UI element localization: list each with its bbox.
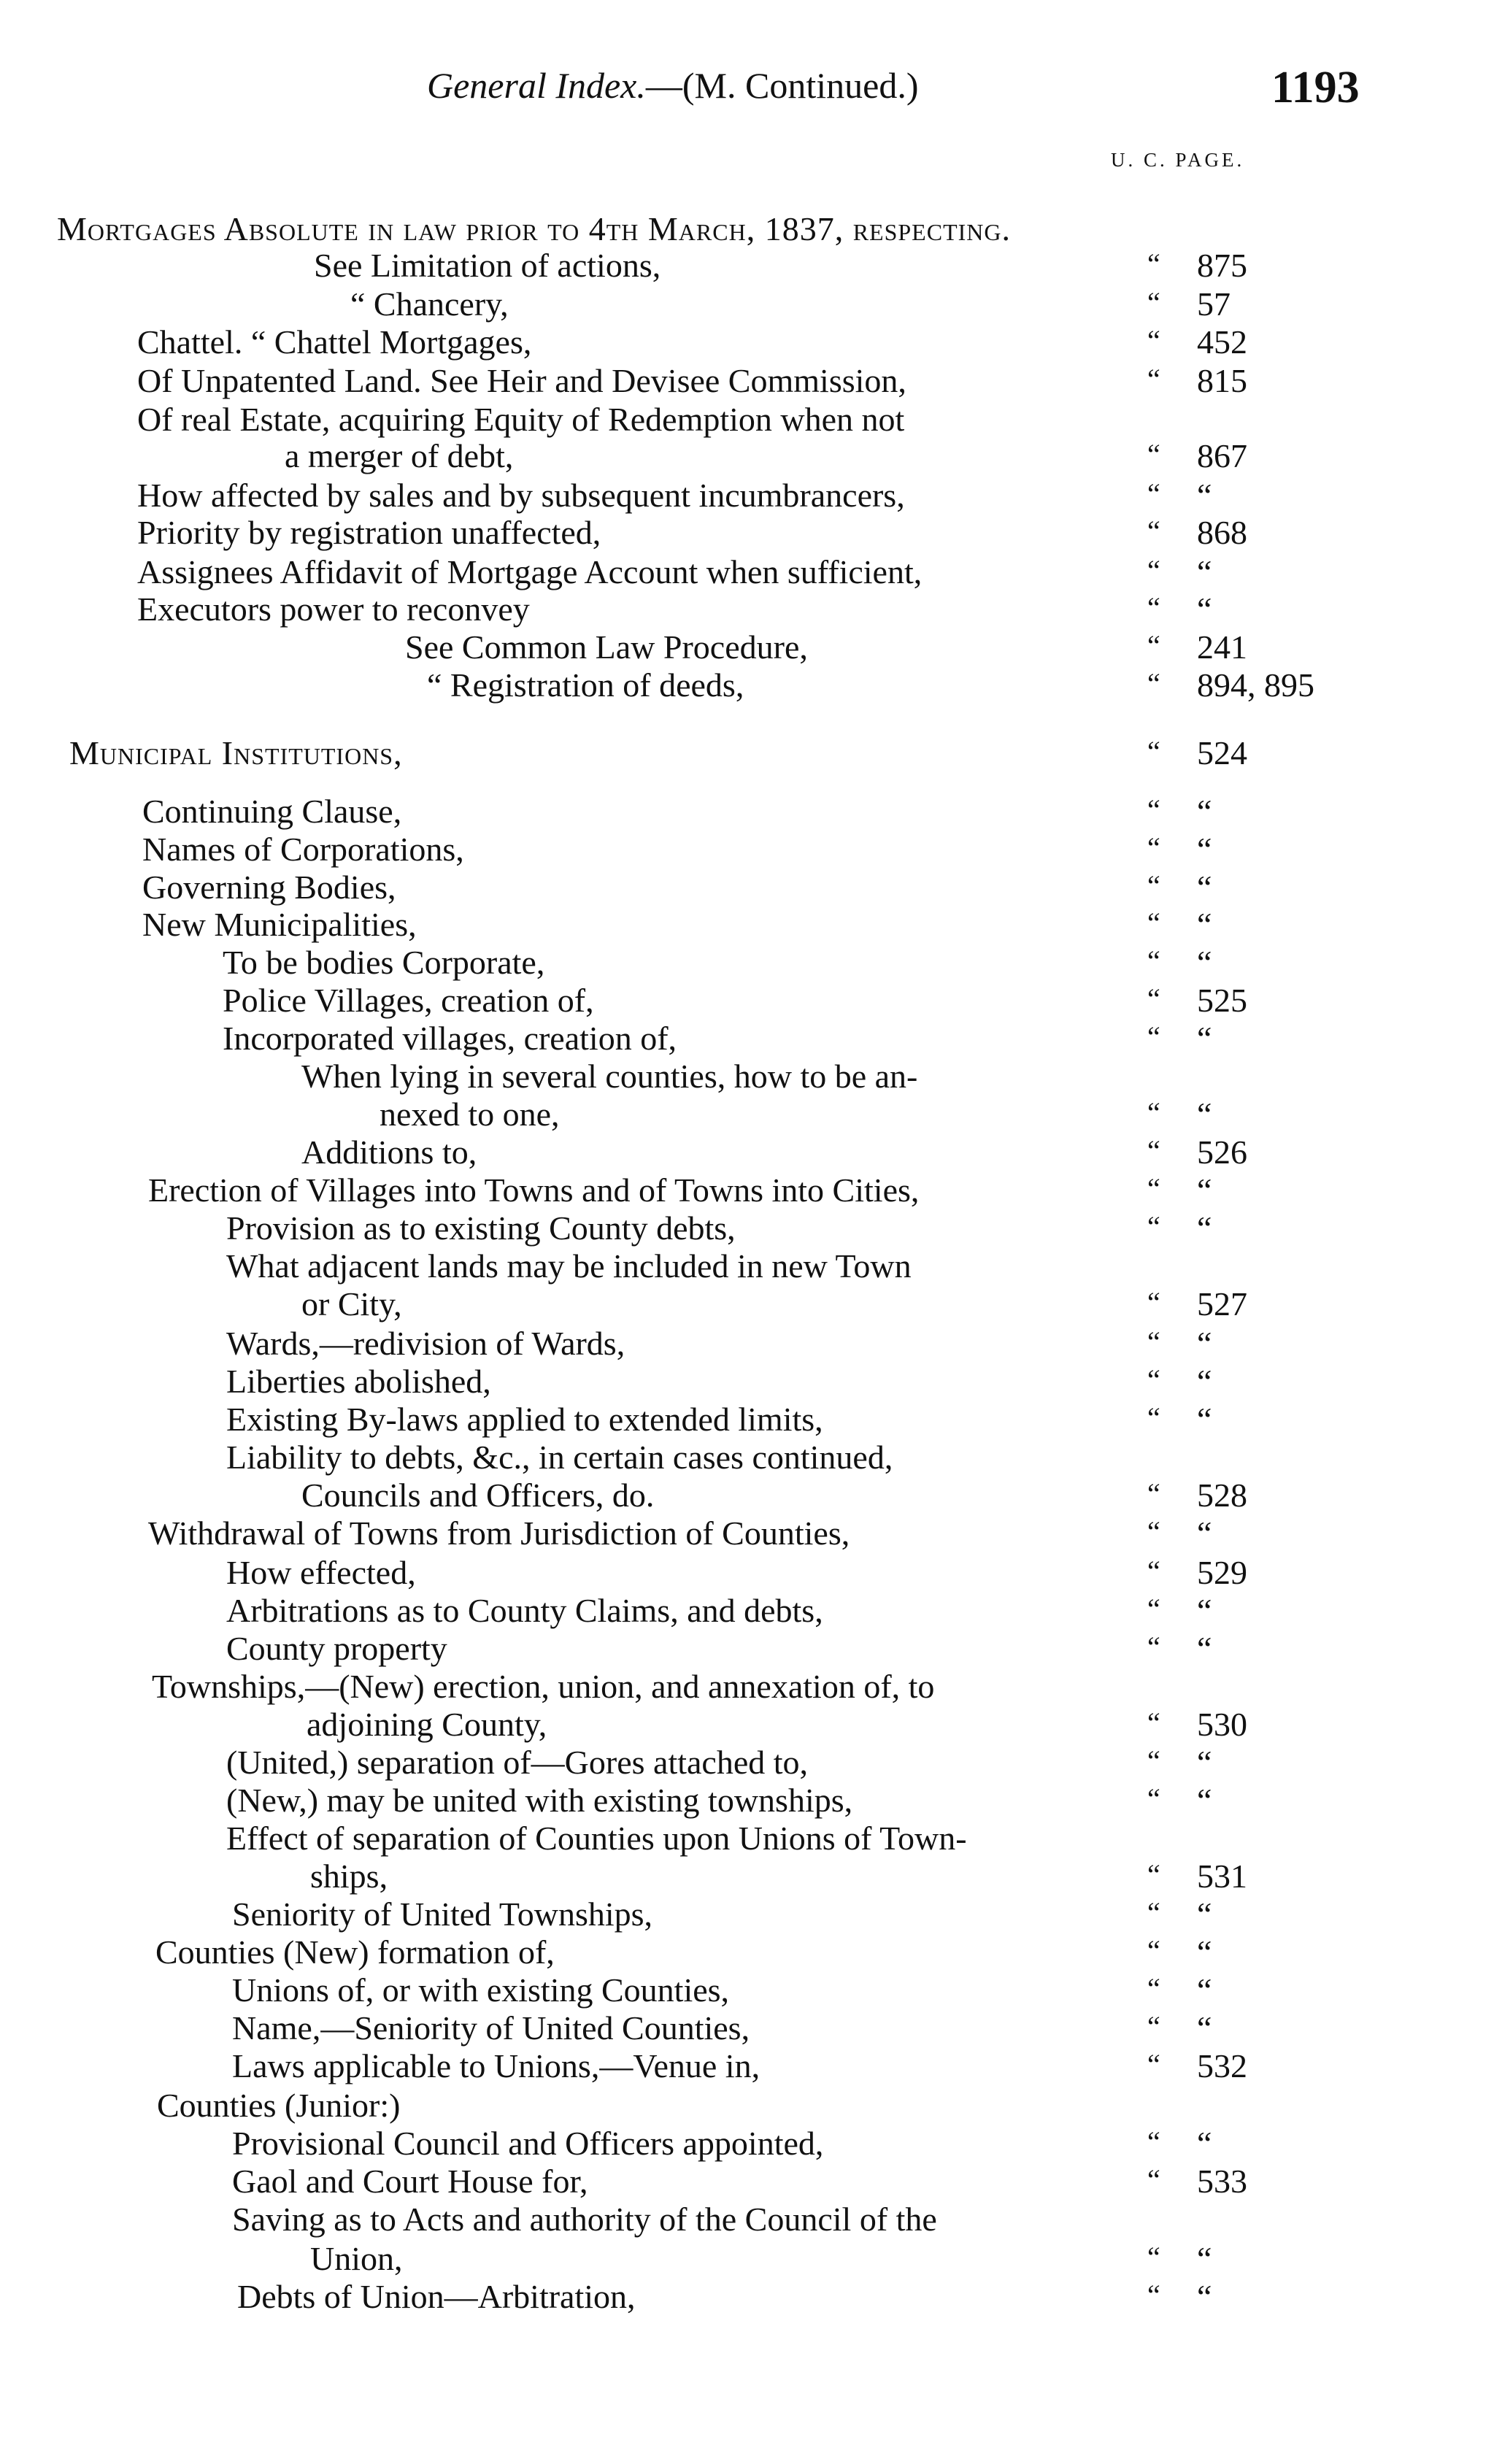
index-entry-text: Existing By-laws applied to extended limits,: [226, 1401, 823, 1438]
index-line: [0, 1362, 1502, 1401]
index-entry-text: “ Chancery,: [350, 285, 509, 323]
index-line: [0, 734, 1502, 773]
page-reference: “: [1197, 553, 1212, 590]
ditto-mark: “: [1147, 735, 1160, 768]
index-entry-text: Additions to,: [301, 1133, 477, 1171]
page-reference: “: [1197, 1782, 1212, 1819]
ditto-mark: “: [1147, 1172, 1160, 1205]
index-line: [0, 1438, 1502, 1477]
ditto-mark: “: [1147, 944, 1160, 977]
index-line: [0, 1667, 1502, 1706]
ditto-mark: “: [1147, 1515, 1160, 1548]
ditto-mark: “: [1147, 2048, 1160, 2081]
index-line: [0, 1476, 1502, 1515]
page-reference: “: [1197, 1209, 1212, 1247]
index-entry-text: adjoining County,: [307, 1706, 547, 1743]
page-reference: “: [1197, 1933, 1212, 1971]
page-reference: “: [1197, 906, 1212, 943]
ditto-mark: “: [1147, 793, 1160, 826]
ditto-mark: “: [1147, 438, 1160, 471]
index-entry-text: Saving as to Acts and authority of the Council of the: [232, 2201, 937, 2238]
index-line: [0, 2124, 1502, 2163]
ditto-mark: “: [1147, 1286, 1160, 1319]
index-line: [0, 1209, 1502, 1248]
index-line: [0, 1629, 1502, 1668]
page-reference: 531: [1197, 1857, 1247, 1895]
ditto-mark: “: [1147, 1744, 1160, 1777]
ditto-mark: “: [1147, 982, 1160, 1015]
ditto-mark: “: [1147, 286, 1160, 319]
index-entry-text: Provision as to existing County debts,: [226, 1209, 736, 1247]
index-line: [0, 666, 1502, 705]
index-line: [0, 590, 1502, 629]
index-entry-text: a merger of debt,: [285, 437, 514, 474]
page-reference: 875: [1197, 247, 1247, 284]
page-reference: “: [1197, 1630, 1212, 1667]
index-entry-text: Assignees Affidavit of Mortgage Account when sufficient,: [137, 553, 923, 590]
index-line: [0, 1591, 1502, 1631]
index-entry-text: What adjacent lands may be included in new Town: [226, 1247, 912, 1285]
page-reference: 527: [1197, 1285, 1247, 1323]
index-line: [0, 246, 1502, 285]
ditto-mark: “: [1147, 831, 1160, 864]
page-reference: “: [1197, 1020, 1212, 1057]
index-entry-text: Names of Corporations,: [142, 831, 464, 868]
ditto-mark: “: [1147, 629, 1160, 662]
index-entry-text: To be bodies Corporate,: [223, 944, 545, 981]
ditto-mark: “: [1147, 1858, 1160, 1891]
index-line: [0, 1514, 1502, 1553]
ditto-mark: “: [1147, 667, 1160, 700]
ditto-mark: “: [1147, 2010, 1160, 2043]
page-reference: 533: [1197, 2163, 1247, 2200]
index-line: [0, 361, 1502, 401]
page-reference: 241: [1197, 628, 1247, 666]
page-reference: “: [1197, 1592, 1212, 1629]
index-entry-text: How affected by sales and by subsequent incumbrancers,: [137, 477, 905, 514]
page-reference: “: [1197, 793, 1212, 830]
index-entry-text: Laws applicable to Unions,—Venue in,: [232, 2047, 760, 2084]
index-line: [0, 209, 1502, 249]
page-reference: “: [1197, 2125, 1212, 2162]
index-entry-text: Municipal Institutions,: [69, 734, 403, 771]
page-reference: “: [1197, 1096, 1212, 1133]
page-reference: 894, 895: [1197, 666, 1314, 704]
index-line: [0, 830, 1502, 869]
ditto-mark: “: [1147, 1593, 1160, 1625]
ditto-mark: “: [1147, 1477, 1160, 1510]
ditto-mark: “: [1147, 1896, 1160, 1929]
page-reference: “: [1197, 831, 1212, 868]
index-line: [0, 400, 1502, 439]
index-line: [0, 323, 1502, 362]
index-line: [0, 1095, 1502, 1134]
index-line: [0, 2239, 1502, 2279]
ditto-mark: “: [1147, 2163, 1160, 2196]
index-line: [0, 981, 1502, 1020]
index-line: [0, 1971, 1502, 2010]
index-line: [0, 2009, 1502, 2048]
page-reference: 452: [1197, 323, 1247, 361]
index-entry-text: Liability to debts, &c., in certain cases continued,: [226, 1439, 893, 1476]
index-line: [0, 905, 1502, 944]
ditto-mark: “: [1147, 1706, 1160, 1739]
ditto-mark: “: [1147, 515, 1160, 547]
index-line: [0, 1133, 1502, 1172]
index-entry-text: Of real Estate, acquiring Equity of Redemption when not: [137, 401, 905, 438]
index-entry-text: Chattel. “ Chattel Mortgages,: [137, 323, 532, 361]
index-line: [0, 2200, 1502, 2239]
index-entry-text: See Limitation of actions,: [314, 247, 661, 284]
index-line: [0, 868, 1502, 907]
ditto-mark: “: [1147, 1782, 1160, 1815]
page-reference: 867: [1197, 437, 1247, 474]
page-reference: 525: [1197, 982, 1247, 1019]
index-entry-text: Townships,—(New) erection, union, and annexation of, to: [152, 1668, 935, 1705]
ditto-mark: “: [1147, 2241, 1160, 2274]
running-header: [427, 64, 918, 107]
ditto-mark: “: [1147, 1363, 1160, 1396]
index-line: [0, 553, 1502, 592]
column-heading: U. C. PAGE.: [1111, 149, 1245, 171]
ditto-mark: “: [1147, 477, 1160, 510]
page-reference: “: [1197, 1171, 1212, 1209]
ditto-mark: “: [1147, 1555, 1160, 1587]
index-entry-text: Mortgages Absolute in law prior to 4th March, 1837, respecting.: [57, 210, 1011, 247]
page-reference: “: [1197, 477, 1212, 514]
index-line: [0, 2277, 1502, 2317]
page-reference: 524: [1197, 734, 1247, 771]
index-entry-text: Of Unpatented Land. See Heir and Devisee Commission,: [137, 362, 906, 399]
page-reference: “: [1197, 1744, 1212, 1781]
page-reference: “: [1197, 1514, 1212, 1552]
index-line: [0, 1705, 1502, 1744]
index-line: [0, 2162, 1502, 2201]
index-line: [0, 1743, 1502, 1782]
ditto-mark: “: [1147, 1325, 1160, 1358]
index-entry-text: Debts of Union—Arbitration,: [237, 2278, 636, 2315]
page-reference: 526: [1197, 1133, 1247, 1171]
index-entry-text: Police Villages, creation of,: [223, 982, 594, 1019]
index-line: [0, 513, 1502, 553]
page-reference: “: [1197, 1895, 1212, 1933]
ditto-mark: “: [1147, 247, 1160, 280]
ditto-mark: “: [1147, 1020, 1160, 1053]
index-line: [0, 1324, 1502, 1363]
page-reference: 57: [1197, 285, 1231, 323]
index-entry-text: Counties (Junior:): [157, 2087, 401, 2124]
page-reference: “: [1197, 869, 1212, 906]
index-line: [0, 628, 1502, 667]
index-entry-text: or City,: [301, 1285, 402, 1323]
index-line: [0, 1553, 1502, 1593]
index-line: [0, 1247, 1502, 1286]
index-line: [0, 1781, 1502, 1820]
index-entry-text: Governing Bodies,: [142, 869, 396, 906]
page-reference: “: [1197, 590, 1212, 628]
ditto-mark: “: [1147, 2279, 1160, 2311]
index-line: [0, 436, 1502, 476]
index-entry-text: How effected,: [226, 1554, 416, 1591]
index-entry-text: Union,: [310, 2240, 403, 2277]
index-line: [0, 1895, 1502, 1934]
index-line: [0, 476, 1502, 515]
index-entry-text: Priority by registration unaffected,: [137, 514, 601, 551]
index-entry-text: Liberties abolished,: [226, 1363, 491, 1400]
page-reference: “: [1197, 1325, 1212, 1362]
index-entry-text: County property: [226, 1630, 447, 1667]
page-reference: 868: [1197, 514, 1247, 551]
index-entry-text: Gaol and Court House for,: [232, 2163, 588, 2200]
header-title-rest: —(M. Continued.): [645, 65, 919, 106]
ditto-mark: “: [1147, 591, 1160, 624]
index-entry-text: Counties (New) formation of,: [155, 1933, 555, 1971]
ditto-mark: “: [1147, 1210, 1160, 1243]
page-reference: “: [1197, 2240, 1212, 2277]
index-line: [0, 1285, 1502, 1324]
index-entry-text: Name,—Seniority of United Counties,: [232, 2009, 750, 2047]
index-line: [0, 2086, 1502, 2125]
header-title-italic: General Index.: [427, 65, 646, 106]
index-line: [0, 1057, 1502, 1096]
index-entry-text: Wards,—redivision of Wards,: [226, 1325, 625, 1362]
index-entry-text: Unions of, or with existing Counties,: [232, 1971, 730, 2009]
index-entry-text: Arbitrations as to County Claims, and debts,: [226, 1592, 823, 1629]
ditto-mark: “: [1147, 1972, 1160, 2005]
index-entry-text: (United,) separation of—Gores attached to,: [226, 1744, 809, 1781]
page-reference: 532: [1197, 2047, 1247, 2084]
index-line: [0, 1171, 1502, 1210]
index-entry-text: New Municipalities,: [142, 906, 417, 943]
ditto-mark: “: [1147, 324, 1160, 357]
ditto-mark: “: [1147, 1134, 1160, 1167]
index-line: [0, 1819, 1502, 1858]
page-reference: “: [1197, 1401, 1212, 1438]
index-entry-text: Withdrawal of Towns from Jurisdiction of Counties,: [148, 1514, 850, 1552]
index-line: [0, 1857, 1502, 1896]
page-reference: “: [1197, 2278, 1212, 2315]
ditto-mark: “: [1147, 1934, 1160, 1967]
ditto-mark: “: [1147, 1631, 1160, 1663]
ditto-mark: “: [1147, 2125, 1160, 2158]
page-number: 1193: [1271, 63, 1360, 112]
index-entry-text: Erection of Villages into Towns and of Towns into Cities,: [148, 1171, 920, 1209]
index-line: [0, 943, 1502, 982]
page-reference: 530: [1197, 1706, 1247, 1743]
index-entry-text: See Common Law Procedure,: [405, 628, 808, 666]
page-reference: 529: [1197, 1554, 1247, 1591]
ditto-mark: “: [1147, 363, 1160, 396]
index-entry-text: (New,) may be united with existing townships,: [226, 1782, 853, 1819]
index-line: [0, 285, 1502, 324]
index-entry-text: Seniority of United Townships,: [232, 1895, 653, 1933]
index-entry-text: Provisional Council and Officers appointed,: [232, 2125, 824, 2162]
index-entry-text: Effect of separation of Counties upon Unions of Town-: [226, 1820, 967, 1857]
index-line: [0, 2047, 1502, 2086]
ditto-mark: “: [1147, 1096, 1160, 1129]
ditto-mark: “: [1147, 869, 1160, 902]
index-entry-text: nexed to one,: [380, 1096, 560, 1133]
ditto-mark: “: [1147, 554, 1160, 587]
page-reference: “: [1197, 1363, 1212, 1400]
index-entry-text: ships,: [310, 1857, 388, 1895]
index-entry-text: Executors power to reconvey: [137, 590, 530, 628]
ditto-mark: “: [1147, 1401, 1160, 1434]
index-line: [0, 1933, 1502, 1972]
page-reference: 528: [1197, 1477, 1247, 1514]
index-line: [0, 1019, 1502, 1058]
index-entry-text: “ Registration of deeds,: [427, 666, 744, 704]
page-reference: “: [1197, 1971, 1212, 2009]
index-entry-text: Continuing Clause,: [142, 793, 402, 830]
index-line: [0, 1400, 1502, 1439]
index-line: [0, 792, 1502, 831]
page-reference: 815: [1197, 362, 1247, 399]
page-reference: “: [1197, 944, 1212, 981]
ditto-mark: “: [1147, 906, 1160, 939]
page-reference: “: [1197, 2009, 1212, 2047]
index-entry-text: Councils and Officers, do.: [301, 1477, 655, 1514]
index-entry-text: Incorporated villages, creation of,: [223, 1020, 677, 1057]
index-entry-text: When lying in several counties, how to be an-: [301, 1058, 918, 1095]
